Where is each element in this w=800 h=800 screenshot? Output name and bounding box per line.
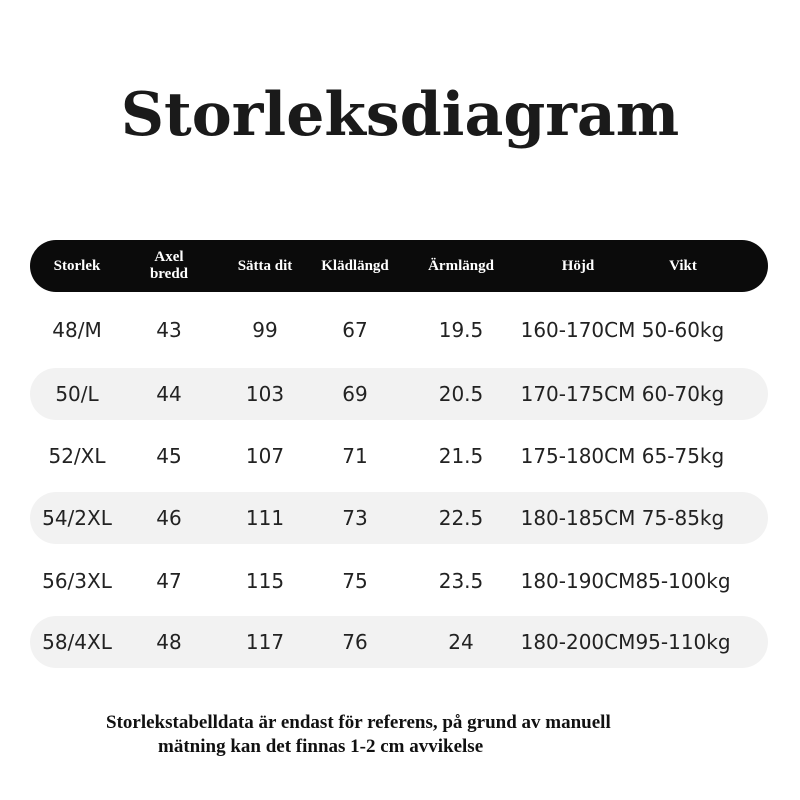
cell-fit: 115 [245,569,285,593]
header-satta-dit: Sätta dit [237,257,293,274]
table-header [30,240,768,292]
cell-shoulder-width: 44 [156,382,182,406]
header-armlangd: Ärmlängd [428,257,494,274]
cell-weight: 65-75kg [641,444,725,468]
cell-length: 71 [342,444,368,468]
cell-weight: 60-70kg [641,382,725,406]
cell-height: 180-190CM [520,569,636,593]
cell-shoulder-width: 48 [156,630,182,654]
note-line-2: mätning kan det finnas 1-2 cm avvikelse [158,736,484,757]
cell-size: 56/3XL [42,569,112,593]
note-line-1: Storlekstabelldata är endast för referens, på grund av manuell [106,712,611,733]
header-axel-bredd: Axel bredd [149,249,189,282]
cell-fit: 117 [245,630,285,654]
cell-shoulder-width: 45 [156,444,182,468]
cell-height: 180-200CM [520,630,636,654]
table-row [30,555,768,607]
cell-length: 73 [342,506,368,530]
cell-fit: 111 [245,506,285,530]
cell-height: 170-175CM [520,382,636,406]
cell-fit: 103 [245,382,285,406]
cell-sleeve-length: 20.5 [438,382,484,406]
cell-weight: 85-100kg [635,569,731,593]
cell-shoulder-width: 43 [156,318,182,342]
page-title: Storleksdiagram [120,80,680,150]
cell-size: 58/4XL [42,630,112,654]
table-row [30,616,768,668]
cell-weight: 75-85kg [641,506,725,530]
cell-sleeve-length: 24 [448,630,474,654]
header-vikt: Vikt [669,257,697,274]
cell-sleeve-length: 19.5 [438,318,484,342]
cell-fit: 107 [245,444,285,468]
cell-sleeve-length: 23.5 [438,569,484,593]
header-storlek: Storlek [53,257,101,274]
table-row [30,430,768,482]
cell-sleeve-length: 21.5 [438,444,484,468]
cell-shoulder-width: 47 [156,569,182,593]
cell-length: 69 [342,382,368,406]
cell-height: 180-185CM [520,506,636,530]
cell-size: 54/2XL [42,506,112,530]
cell-weight: 50-60kg [641,318,725,342]
table-row [30,368,768,420]
cell-size: 48/M [52,318,102,342]
header-hojd: Höjd [561,257,595,274]
cell-size: 50/L [55,382,99,406]
cell-length: 76 [342,630,368,654]
cell-size: 52/XL [48,444,106,468]
cell-height: 175-180CM [520,444,636,468]
table-row [30,304,768,356]
cell-sleeve-length: 22.5 [438,506,484,530]
cell-height: 160-170CM [520,318,636,342]
cell-weight: 95-110kg [635,630,731,654]
table-row [30,492,768,544]
header-kladlangd: Klädlängd [321,257,389,274]
cell-length: 75 [342,569,368,593]
cell-fit: 99 [252,318,278,342]
cell-shoulder-width: 46 [156,506,182,530]
cell-length: 67 [342,318,368,342]
